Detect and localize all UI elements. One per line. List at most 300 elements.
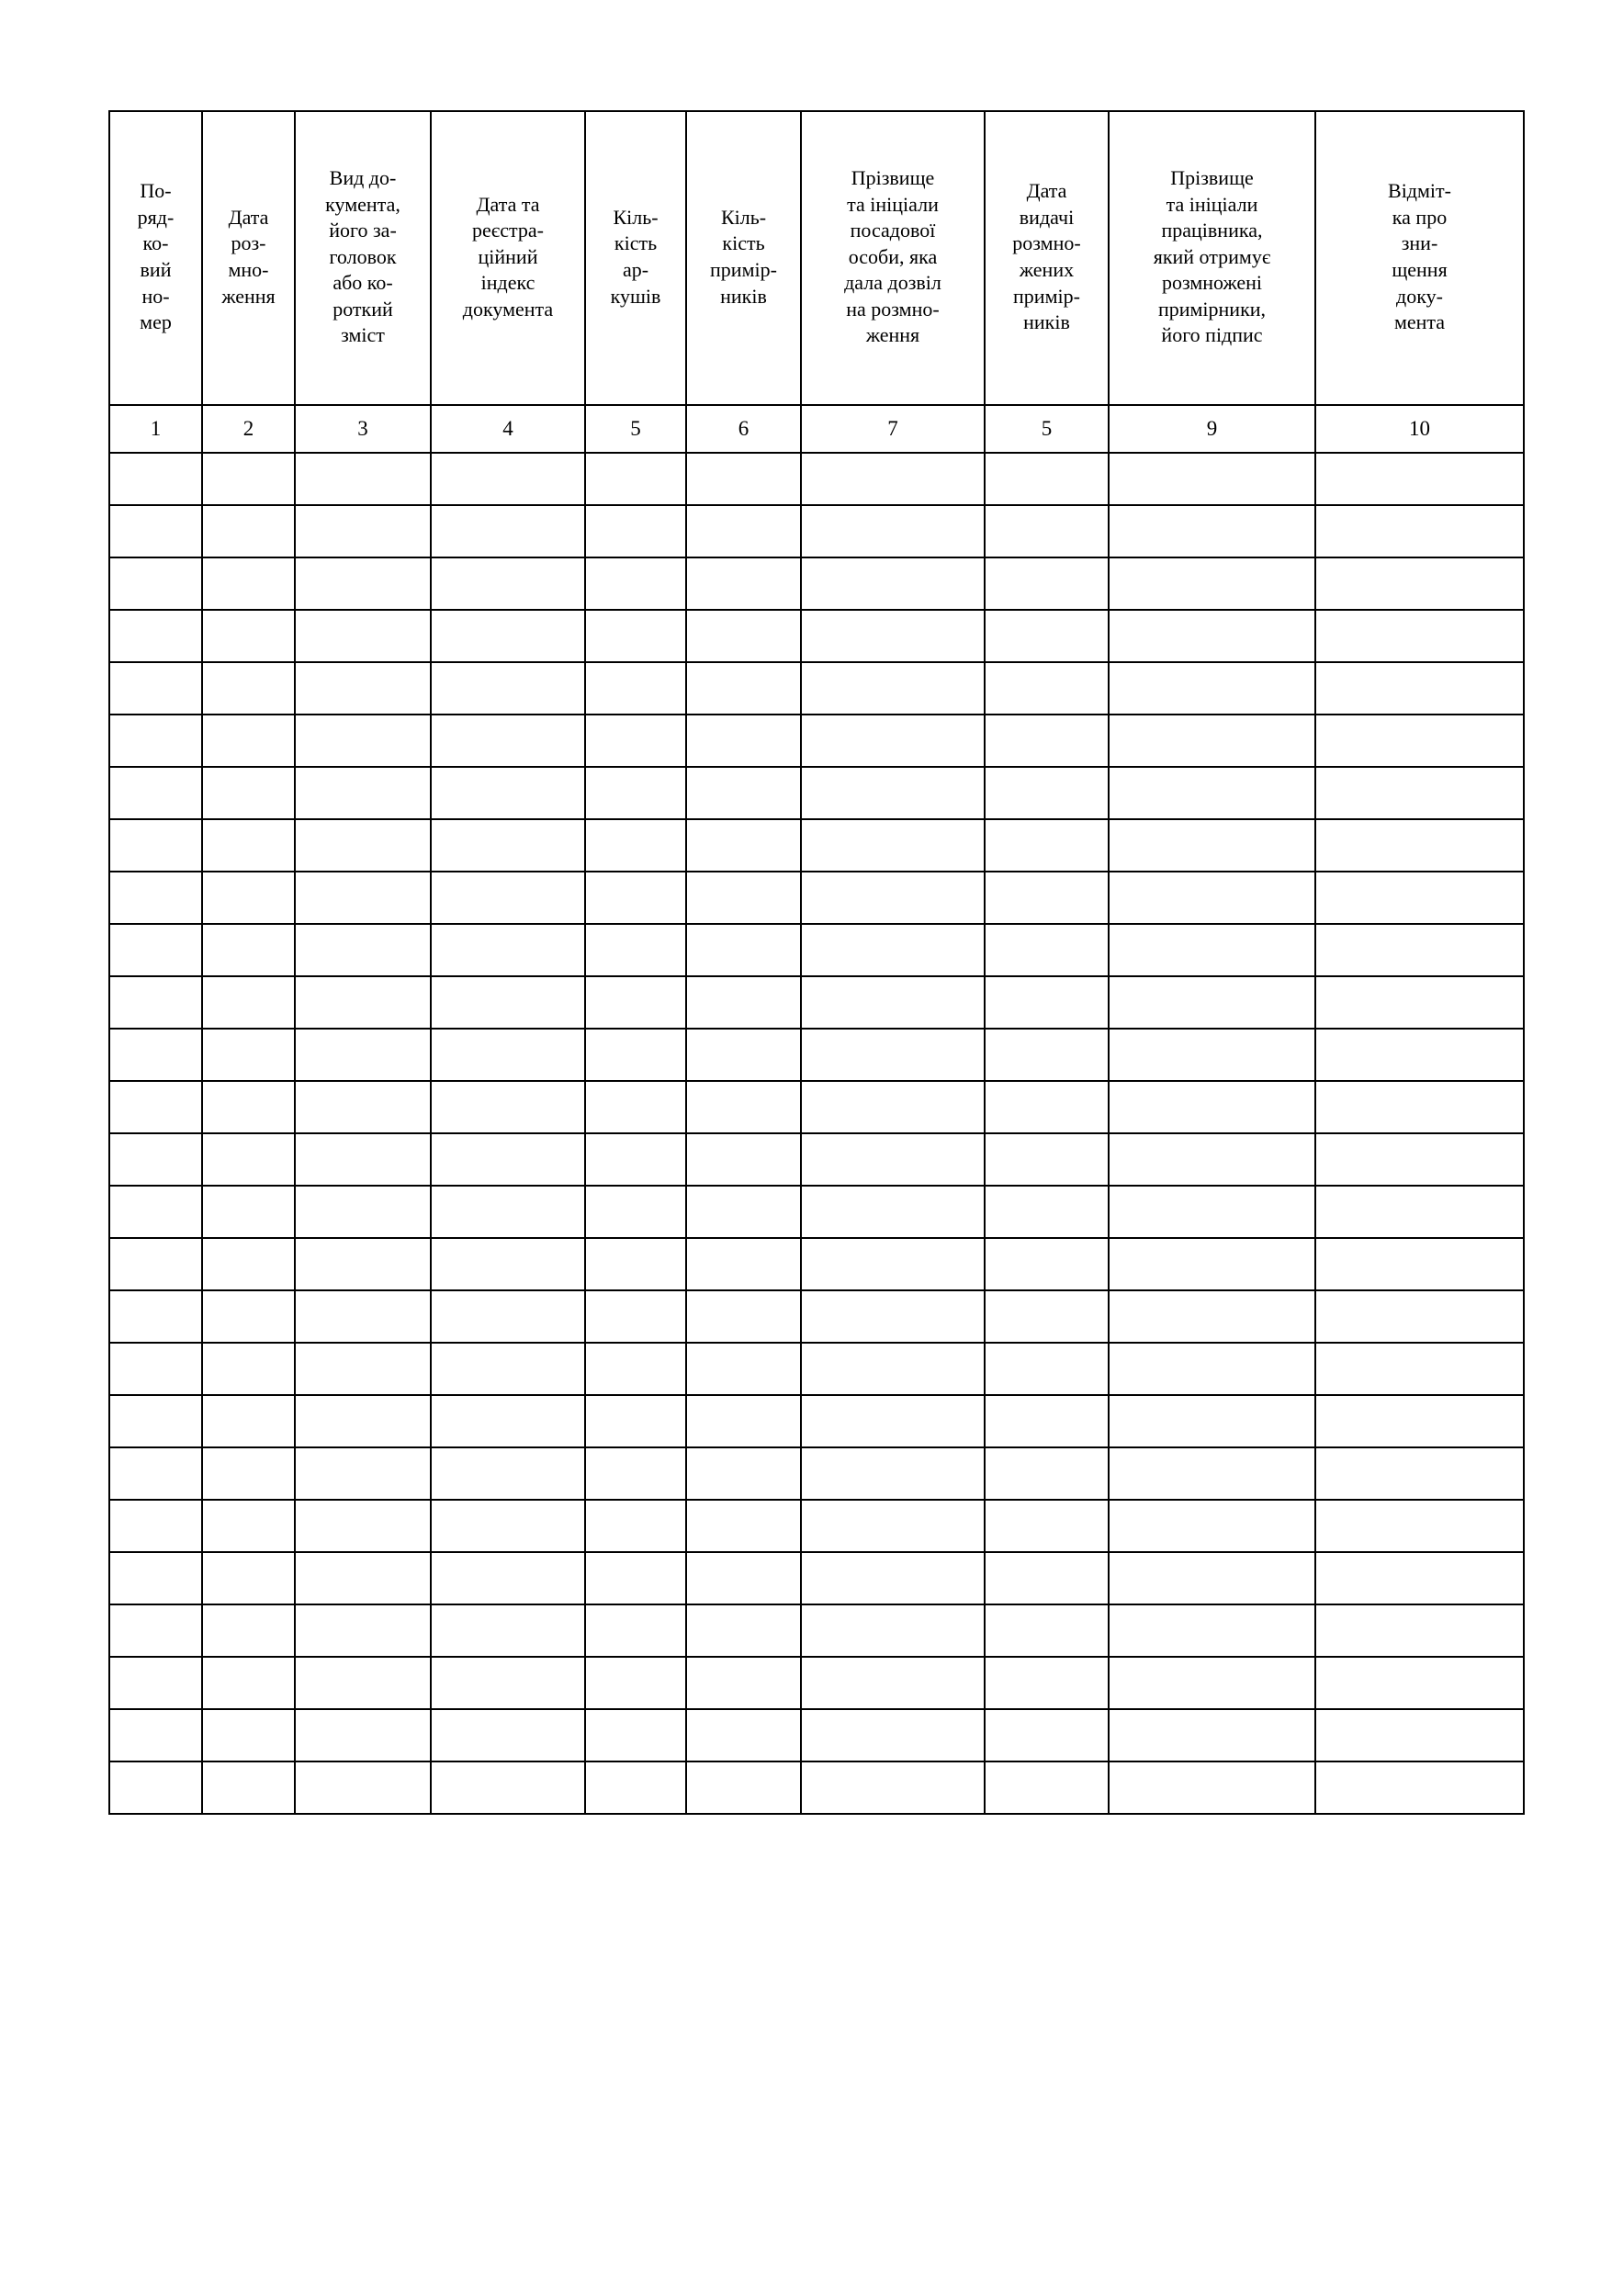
table-cell[interactable] xyxy=(585,1081,686,1133)
table-cell[interactable] xyxy=(1315,715,1524,767)
column-header-9: Прізвище та ініціали працівника, який отримує розмножені примірники, його підпис xyxy=(1109,111,1315,405)
table-cell[interactable] xyxy=(1315,1081,1524,1133)
table-cell[interactable] xyxy=(202,1395,295,1447)
table-cell[interactable] xyxy=(295,610,431,662)
column-number-4: 4 xyxy=(431,405,585,453)
table-cell[interactable] xyxy=(585,1552,686,1604)
table-cell[interactable] xyxy=(431,1029,585,1081)
table-cell[interactable] xyxy=(1315,1604,1524,1657)
table-cell[interactable] xyxy=(585,1133,686,1186)
table-row[interactable] xyxy=(109,819,1524,872)
table-cell[interactable] xyxy=(109,819,202,872)
table-cell[interactable] xyxy=(1315,1029,1524,1081)
table-cell[interactable] xyxy=(202,715,295,767)
table-cell[interactable] xyxy=(109,715,202,767)
table-cell[interactable] xyxy=(985,1290,1109,1343)
table-cell[interactable] xyxy=(109,767,202,819)
table-cell[interactable] xyxy=(585,715,686,767)
table-cell[interactable] xyxy=(295,1761,431,1814)
table-cell[interactable] xyxy=(801,1029,985,1081)
table-cell[interactable] xyxy=(202,1761,295,1814)
table-cell[interactable] xyxy=(431,1290,585,1343)
table-cell[interactable] xyxy=(585,1290,686,1343)
table-cell[interactable] xyxy=(431,767,585,819)
table-cell[interactable] xyxy=(1109,819,1315,872)
table-cell[interactable] xyxy=(1109,1447,1315,1500)
table-cell[interactable] xyxy=(686,1395,801,1447)
table-cell[interactable] xyxy=(295,1657,431,1709)
table-cell[interactable] xyxy=(985,557,1109,610)
table-cell[interactable] xyxy=(431,1761,585,1814)
table-cell[interactable] xyxy=(1315,1552,1524,1604)
table-cell[interactable] xyxy=(686,1133,801,1186)
table-cell[interactable] xyxy=(202,1186,295,1238)
table-cell[interactable] xyxy=(1109,453,1315,505)
table-cell[interactable] xyxy=(431,453,585,505)
table-cell[interactable] xyxy=(1315,1290,1524,1343)
table-cell[interactable] xyxy=(202,1133,295,1186)
table-cell[interactable] xyxy=(1109,662,1315,715)
table-cell[interactable] xyxy=(1315,453,1524,505)
table-cell[interactable] xyxy=(202,1500,295,1552)
table-cell[interactable] xyxy=(1109,1500,1315,1552)
table-cell[interactable] xyxy=(985,1709,1109,1761)
table-cell[interactable] xyxy=(1109,872,1315,924)
table-cell[interactable] xyxy=(295,924,431,976)
table-cell[interactable] xyxy=(295,767,431,819)
table-cell[interactable] xyxy=(431,1395,585,1447)
table-cell[interactable] xyxy=(109,1657,202,1709)
table-cell[interactable] xyxy=(202,924,295,976)
table-cell[interactable] xyxy=(801,1186,985,1238)
table-cell[interactable] xyxy=(1315,1761,1524,1814)
table-cell[interactable] xyxy=(585,872,686,924)
table-cell[interactable] xyxy=(431,1447,585,1500)
table-cell[interactable] xyxy=(1109,924,1315,976)
column-number-5: 5 xyxy=(585,405,686,453)
table-cell[interactable] xyxy=(585,819,686,872)
table-cell[interactable] xyxy=(801,1081,985,1133)
table-row[interactable] xyxy=(109,505,1524,557)
table-cell[interactable] xyxy=(295,1343,431,1395)
table-cell[interactable] xyxy=(585,610,686,662)
table-cell[interactable] xyxy=(686,1029,801,1081)
table-cell[interactable] xyxy=(1109,976,1315,1029)
column-number-6: 6 xyxy=(686,405,801,453)
table-cell[interactable] xyxy=(686,505,801,557)
table-cell[interactable] xyxy=(985,1657,1109,1709)
table-cell[interactable] xyxy=(985,1238,1109,1290)
table-cell[interactable] xyxy=(109,557,202,610)
table-row[interactable] xyxy=(109,1447,1524,1500)
table-cell[interactable] xyxy=(202,976,295,1029)
table-row[interactable] xyxy=(109,976,1524,1029)
table-cell[interactable] xyxy=(202,662,295,715)
table-cell[interactable] xyxy=(431,610,585,662)
column-header-1: По- ряд- ко- вий но- мер xyxy=(109,111,202,405)
table-cell[interactable] xyxy=(585,924,686,976)
table-cell[interactable] xyxy=(1315,1709,1524,1761)
table-cell[interactable] xyxy=(585,662,686,715)
table-cell[interactable] xyxy=(1315,976,1524,1029)
table-row[interactable] xyxy=(109,1709,1524,1761)
table-cell[interactable] xyxy=(686,976,801,1029)
table-cell[interactable] xyxy=(431,1343,585,1395)
table-cell[interactable] xyxy=(202,872,295,924)
table-cell[interactable] xyxy=(109,610,202,662)
table-cell[interactable] xyxy=(109,976,202,1029)
table-cell[interactable] xyxy=(109,1552,202,1604)
table-cell[interactable] xyxy=(985,767,1109,819)
table-cell[interactable] xyxy=(686,924,801,976)
table-cell[interactable] xyxy=(295,1029,431,1081)
table-cell[interactable] xyxy=(109,872,202,924)
table-cell[interactable] xyxy=(686,1343,801,1395)
table-cell[interactable] xyxy=(431,662,585,715)
table-cell[interactable] xyxy=(585,557,686,610)
table-cell[interactable] xyxy=(985,1395,1109,1447)
table-cell[interactable] xyxy=(585,1343,686,1395)
table-row[interactable] xyxy=(109,1238,1524,1290)
table-cell[interactable] xyxy=(686,1709,801,1761)
table-cell[interactable] xyxy=(585,1238,686,1290)
table-cell[interactable] xyxy=(1109,715,1315,767)
table-cell[interactable] xyxy=(431,1500,585,1552)
table-cell[interactable] xyxy=(686,1604,801,1657)
table-cell[interactable] xyxy=(431,1657,585,1709)
table-cell[interactable] xyxy=(801,1238,985,1290)
table-cell[interactable] xyxy=(202,1709,295,1761)
table-cell[interactable] xyxy=(109,1029,202,1081)
table-cell[interactable] xyxy=(801,924,985,976)
table-cell[interactable] xyxy=(202,1238,295,1290)
table-cell[interactable] xyxy=(295,1552,431,1604)
table-cell[interactable] xyxy=(985,819,1109,872)
table-cell[interactable] xyxy=(801,976,985,1029)
table-cell[interactable] xyxy=(431,715,585,767)
table-cell[interactable] xyxy=(295,557,431,610)
table-cell[interactable] xyxy=(295,505,431,557)
table-row[interactable] xyxy=(109,1657,1524,1709)
table-cell[interactable] xyxy=(109,453,202,505)
table-cell[interactable] xyxy=(585,1186,686,1238)
table-cell[interactable] xyxy=(202,1290,295,1343)
table-cell[interactable] xyxy=(109,1133,202,1186)
table-cell[interactable] xyxy=(1109,1290,1315,1343)
table-cell[interactable] xyxy=(801,1133,985,1186)
table-cell[interactable] xyxy=(295,872,431,924)
table-cell[interactable] xyxy=(431,872,585,924)
column-header-4: Дата та реєстра- ційний індекс документа xyxy=(431,111,585,405)
table-cell[interactable] xyxy=(202,767,295,819)
table-cell[interactable] xyxy=(1109,1081,1315,1133)
table-cell[interactable] xyxy=(985,1029,1109,1081)
table-cell[interactable] xyxy=(1109,557,1315,610)
table-cell[interactable] xyxy=(1109,505,1315,557)
table-cell[interactable] xyxy=(109,662,202,715)
table-cell[interactable] xyxy=(295,1238,431,1290)
table-cell[interactable] xyxy=(686,610,801,662)
table-cell[interactable] xyxy=(801,1761,985,1814)
table-cell[interactable] xyxy=(585,1029,686,1081)
table-cell[interactable] xyxy=(1315,505,1524,557)
table-cell[interactable] xyxy=(985,1447,1109,1500)
table-row[interactable] xyxy=(109,872,1524,924)
table-cell[interactable] xyxy=(109,1081,202,1133)
table-cell[interactable] xyxy=(801,1343,985,1395)
table-cell[interactable] xyxy=(985,872,1109,924)
table-cell[interactable] xyxy=(295,1081,431,1133)
table-cell[interactable] xyxy=(1109,610,1315,662)
table-cell[interactable] xyxy=(295,715,431,767)
column-number-1: 1 xyxy=(109,405,202,453)
table-cell[interactable] xyxy=(985,976,1109,1029)
table-row[interactable] xyxy=(109,1081,1524,1133)
table-cell[interactable] xyxy=(686,1290,801,1343)
table-cell[interactable] xyxy=(202,1447,295,1500)
table-cell[interactable] xyxy=(985,610,1109,662)
table-cell[interactable] xyxy=(985,1500,1109,1552)
table-cell[interactable] xyxy=(585,1395,686,1447)
table-cell[interactable] xyxy=(585,1447,686,1500)
table-cell[interactable] xyxy=(801,1395,985,1447)
table-cell[interactable] xyxy=(985,505,1109,557)
table-row[interactable] xyxy=(109,924,1524,976)
table-cell[interactable] xyxy=(431,1081,585,1133)
table-cell[interactable] xyxy=(202,505,295,557)
table-cell[interactable] xyxy=(295,453,431,505)
table-cell[interactable] xyxy=(1315,924,1524,976)
table-row[interactable] xyxy=(109,1552,1524,1604)
table-cell[interactable] xyxy=(431,1133,585,1186)
table-cell[interactable] xyxy=(686,819,801,872)
table-cell[interactable] xyxy=(585,976,686,1029)
table-cell[interactable] xyxy=(431,1552,585,1604)
table-row[interactable] xyxy=(109,1604,1524,1657)
table-cell[interactable] xyxy=(585,767,686,819)
table-row[interactable] xyxy=(109,1500,1524,1552)
table-cell[interactable] xyxy=(295,1395,431,1447)
table-body xyxy=(109,453,1524,1814)
table-cell[interactable] xyxy=(801,1290,985,1343)
table-row[interactable] xyxy=(109,767,1524,819)
table-cell[interactable] xyxy=(1109,1604,1315,1657)
table-row[interactable] xyxy=(109,1395,1524,1447)
table-row[interactable] xyxy=(109,715,1524,767)
table-cell[interactable] xyxy=(1109,767,1315,819)
table-cell[interactable] xyxy=(985,1552,1109,1604)
table-cell[interactable] xyxy=(686,715,801,767)
table-cell[interactable] xyxy=(109,1447,202,1500)
table-cell[interactable] xyxy=(801,662,985,715)
table-cell[interactable] xyxy=(1315,557,1524,610)
table-cell[interactable] xyxy=(109,924,202,976)
table-cell[interactable] xyxy=(431,1709,585,1761)
column-number-9: 9 xyxy=(1109,405,1315,453)
table-cell[interactable] xyxy=(109,1186,202,1238)
table-cell[interactable] xyxy=(801,715,985,767)
table-cell[interactable] xyxy=(295,1709,431,1761)
table-cell[interactable] xyxy=(686,557,801,610)
table-row[interactable] xyxy=(109,1029,1524,1081)
table-cell[interactable] xyxy=(1315,1657,1524,1709)
table-row[interactable] xyxy=(109,1343,1524,1395)
table-cell[interactable] xyxy=(686,1447,801,1500)
table-cell[interactable] xyxy=(295,1500,431,1552)
table-cell[interactable] xyxy=(1315,1133,1524,1186)
table-cell[interactable] xyxy=(801,1709,985,1761)
table-cell[interactable] xyxy=(686,1657,801,1709)
table-cell[interactable] xyxy=(202,1552,295,1604)
table-cell[interactable] xyxy=(686,1238,801,1290)
table-cell[interactable] xyxy=(295,1447,431,1500)
table-cell[interactable] xyxy=(585,1761,686,1814)
table-cell[interactable] xyxy=(202,819,295,872)
table-row[interactable] xyxy=(109,662,1524,715)
table-cell[interactable] xyxy=(1315,1343,1524,1395)
table-cell[interactable] xyxy=(202,610,295,662)
table-cell[interactable] xyxy=(295,1186,431,1238)
table-cell[interactable] xyxy=(585,1709,686,1761)
table-cell[interactable] xyxy=(202,1343,295,1395)
table-cell[interactable] xyxy=(1109,1029,1315,1081)
table-cell[interactable] xyxy=(109,1500,202,1552)
table-cell[interactable] xyxy=(1109,1552,1315,1604)
table-cell[interactable] xyxy=(686,1081,801,1133)
table-cell[interactable] xyxy=(431,1238,585,1290)
table-cell[interactable] xyxy=(109,1343,202,1395)
table-cell[interactable] xyxy=(1109,1709,1315,1761)
table-cell[interactable] xyxy=(202,1657,295,1709)
table-cell[interactable] xyxy=(686,1186,801,1238)
table-header xyxy=(109,111,1524,453)
table-cell[interactable] xyxy=(1109,1133,1315,1186)
table-row[interactable] xyxy=(109,1133,1524,1186)
table-cell[interactable] xyxy=(1315,819,1524,872)
table-cell[interactable] xyxy=(109,1761,202,1814)
table-cell[interactable] xyxy=(1315,1186,1524,1238)
table-cell[interactable] xyxy=(801,1500,985,1552)
table-cell[interactable] xyxy=(109,1709,202,1761)
table-cell[interactable] xyxy=(1109,1761,1315,1814)
table-cell[interactable] xyxy=(295,662,431,715)
table-cell[interactable] xyxy=(801,1447,985,1500)
table-cell[interactable] xyxy=(985,1343,1109,1395)
table-row[interactable] xyxy=(109,610,1524,662)
table-cell[interactable] xyxy=(202,1029,295,1081)
table-cell[interactable] xyxy=(431,819,585,872)
table-cell[interactable] xyxy=(686,1500,801,1552)
column-number-7: 7 xyxy=(801,405,985,453)
table-cell[interactable] xyxy=(585,453,686,505)
table-cell[interactable] xyxy=(1109,1238,1315,1290)
table-cell[interactable] xyxy=(801,505,985,557)
table-cell[interactable] xyxy=(431,1186,585,1238)
table-cell[interactable] xyxy=(985,1186,1109,1238)
table-cell[interactable] xyxy=(585,1604,686,1657)
table-cell[interactable] xyxy=(801,1604,985,1657)
table-cell[interactable] xyxy=(985,662,1109,715)
table-cell[interactable] xyxy=(801,1552,985,1604)
table-cell[interactable] xyxy=(295,1290,431,1343)
table-cell[interactable] xyxy=(1315,662,1524,715)
table-cell[interactable] xyxy=(1315,1500,1524,1552)
table-cell[interactable] xyxy=(1315,1238,1524,1290)
table-cell[interactable] xyxy=(801,767,985,819)
table-cell[interactable] xyxy=(985,715,1109,767)
table-cell[interactable] xyxy=(985,453,1109,505)
table-row[interactable] xyxy=(109,453,1524,505)
table-cell[interactable] xyxy=(202,1081,295,1133)
table-cell[interactable] xyxy=(985,1081,1109,1133)
table-cell[interactable] xyxy=(1315,1447,1524,1500)
table-cell[interactable] xyxy=(686,872,801,924)
table-cell[interactable] xyxy=(1109,1657,1315,1709)
table-cell[interactable] xyxy=(431,505,585,557)
table-cell[interactable] xyxy=(109,505,202,557)
table-cell[interactable] xyxy=(801,453,985,505)
table-cell[interactable] xyxy=(295,976,431,1029)
table-cell[interactable] xyxy=(1315,610,1524,662)
table-cell[interactable] xyxy=(985,1133,1109,1186)
table-row[interactable] xyxy=(109,557,1524,610)
table-cell[interactable] xyxy=(1315,767,1524,819)
table-cell[interactable] xyxy=(801,872,985,924)
table-row[interactable] xyxy=(109,1186,1524,1238)
table-cell[interactable] xyxy=(202,453,295,505)
table-cell[interactable] xyxy=(686,767,801,819)
table-cell[interactable] xyxy=(431,976,585,1029)
table-cell[interactable] xyxy=(1315,1395,1524,1447)
table-cell[interactable] xyxy=(109,1604,202,1657)
column-header-6: Кіль- кість примір- ників xyxy=(686,111,801,405)
table-cell[interactable] xyxy=(109,1238,202,1290)
table-cell[interactable] xyxy=(109,1290,202,1343)
table-cell[interactable] xyxy=(686,453,801,505)
table-row[interactable] xyxy=(109,1290,1524,1343)
table-cell[interactable] xyxy=(585,505,686,557)
column-header-8: Дата видачі розмно- жених примір- ників xyxy=(985,111,1109,405)
table-cell[interactable] xyxy=(431,924,585,976)
table-cell[interactable] xyxy=(1109,1343,1315,1395)
table-cell[interactable] xyxy=(1109,1395,1315,1447)
table-cell[interactable] xyxy=(686,1761,801,1814)
table-cell[interactable] xyxy=(801,610,985,662)
table-cell[interactable] xyxy=(295,1133,431,1186)
table-cell[interactable] xyxy=(686,662,801,715)
table-cell[interactable] xyxy=(985,924,1109,976)
table-row[interactable] xyxy=(109,1761,1524,1814)
column-header-2: Дата роз- мно- ження xyxy=(202,111,295,405)
table-cell[interactable] xyxy=(295,1604,431,1657)
table-cell[interactable] xyxy=(985,1604,1109,1657)
table-cell[interactable] xyxy=(801,819,985,872)
table-cell[interactable] xyxy=(686,1552,801,1604)
table-cell[interactable] xyxy=(202,1604,295,1657)
table-cell[interactable] xyxy=(985,1761,1109,1814)
table-cell[interactable] xyxy=(431,557,585,610)
table-cell[interactable] xyxy=(202,557,295,610)
table-cell[interactable] xyxy=(801,1657,985,1709)
table-cell[interactable] xyxy=(295,819,431,872)
table-cell[interactable] xyxy=(431,1604,585,1657)
table-cell[interactable] xyxy=(801,557,985,610)
table-cell[interactable] xyxy=(1109,1186,1315,1238)
table-cell[interactable] xyxy=(585,1657,686,1709)
table-cell[interactable] xyxy=(585,1500,686,1552)
table-cell[interactable] xyxy=(109,1395,202,1447)
table-cell[interactable] xyxy=(1315,872,1524,924)
